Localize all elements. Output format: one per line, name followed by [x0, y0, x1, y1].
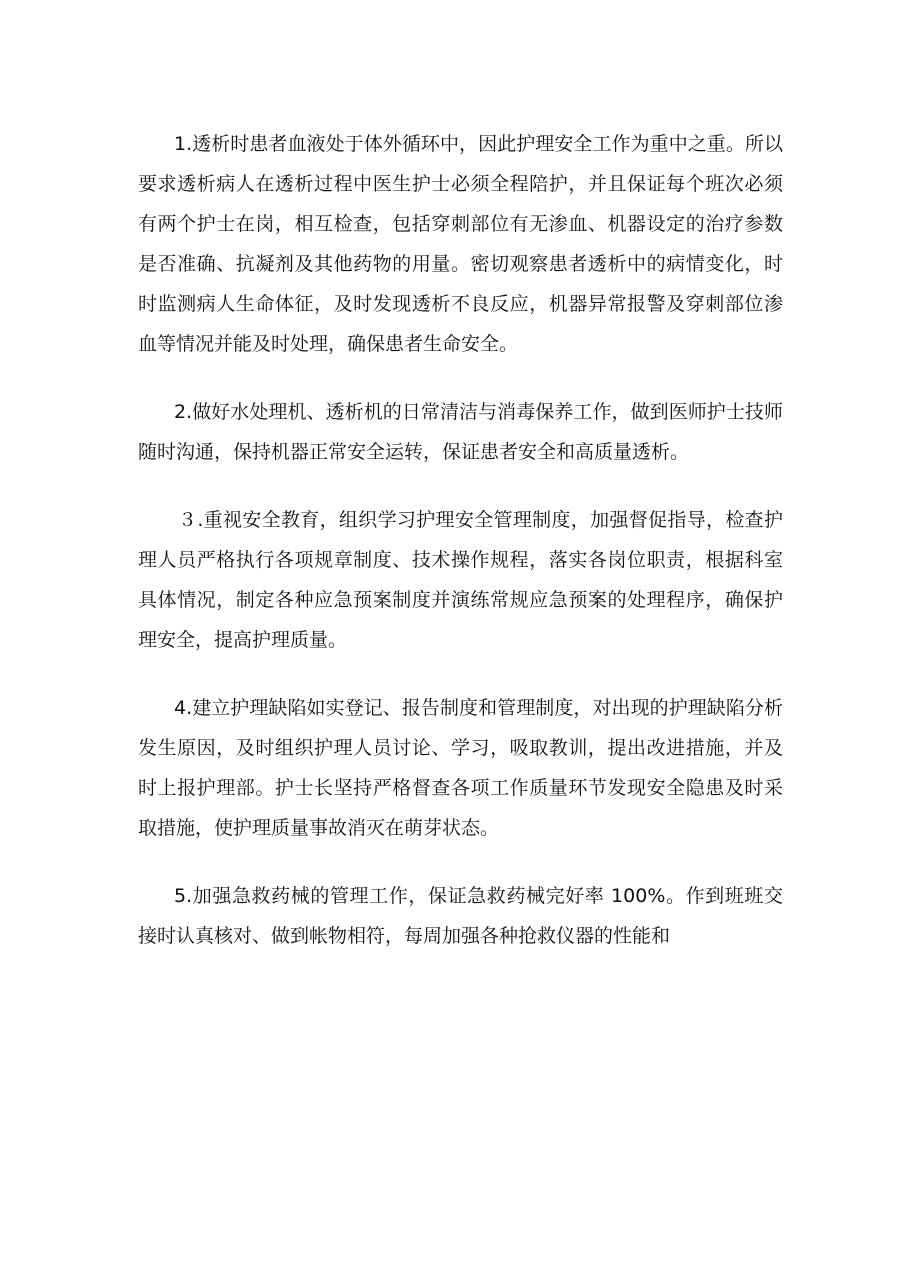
paragraph-5: 5.加强急救药械的管理工作，保证急救药械完好率 100%。作到班班交接时认真核对、做到帐物相符，每周加强各种抢救仪器的性能和: [138, 885, 783, 947]
paragraph-1: 1.透析时患者血液处于体外循环中，因此护理安全工作为重中之重。所以要求透析病人在透析过程中医生护士必须全程陪护，并且保证每个班次必须有两个护士在岗，相互检查，包括穿刺部位有无渗血、机器设定的治疗参数是否准确、抗凝剂及其他药物的用量。密切观察患者透析中的病情变化，时时监测病人生命体征，及时发现透析不良反应，机器异常报警及穿刺部位渗血等情况并能及时处理，确保患者生命安全。: [138, 133, 783, 355]
document-body: [138, 124, 783, 956]
paragraph-4: 4.建立护理缺陷如实登记、报告制度和管理制度，对出现的护理缺陷分析发生原因，及时组织护理人员讨论、学习，吸取教训，提出改进措施，并及时上报护理部。护士长坚持严格督查各项工作质量环节发现安全隐患及时采取措施，使护理质量事故消灭在萌芽状态。: [138, 697, 783, 839]
paragraph-2: 2.做好水处理机、透析机的日常清洁与消毒保养工作，做到医师护士技师随时沟通，保持机器正常安全运转，保证患者安全和高质量透析。: [138, 401, 783, 463]
paragraph-3: ３.重视安全教育，组织学习护理安全管理制度，加强督促指导，检查护理人员严格执行各项规章制度、技术操作规程，落实各岗位职责，根据科室具体情况，制定各种应急预案制度并演练常规应急预案的处理程序，确保护理安全，提高护理质量。: [138, 509, 783, 651]
